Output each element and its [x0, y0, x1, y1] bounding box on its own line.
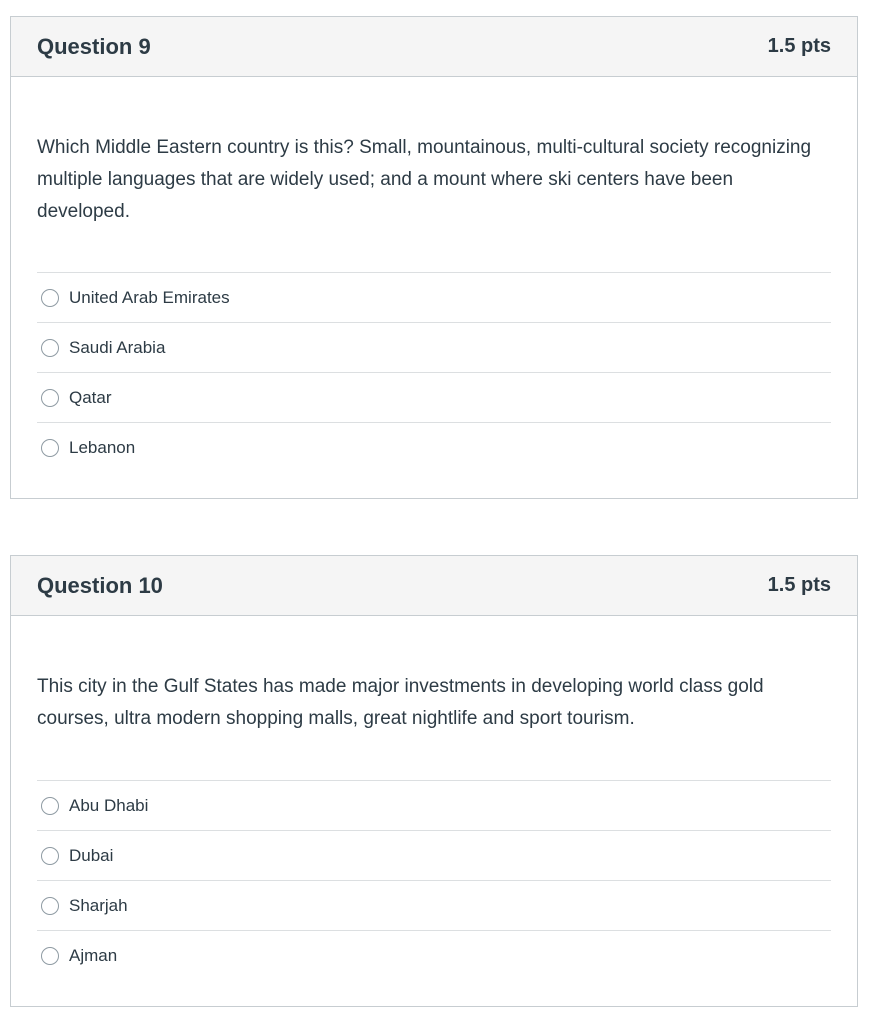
answer-option[interactable]: [37, 931, 831, 980]
question-header: [11, 17, 857, 77]
answer-label[interactable]: Dubai: [69, 845, 114, 865]
answer-option[interactable]: [37, 323, 831, 373]
radio-button[interactable]: [41, 797, 59, 815]
answer-option[interactable]: [37, 781, 831, 831]
answer-option[interactable]: [37, 373, 831, 423]
question-title: Question 10: [37, 572, 163, 598]
radio-button[interactable]: [41, 947, 59, 965]
radio-button[interactable]: [41, 847, 59, 865]
answer-label[interactable]: Sharjah: [69, 895, 128, 915]
question-text: Which Middle Eastern country is this? Small, mountainous, multi-cultural society recognizing multiple languages that are widely used; and a mount where ski centers have been developed.: [37, 137, 812, 222]
radio-button[interactable]: [41, 389, 59, 407]
answer-label[interactable]: Abu Dhabi: [69, 795, 149, 815]
question-title: Question 9: [37, 33, 151, 59]
question-points: 1.5 pts: [767, 35, 831, 57]
question-card-9: [10, 16, 858, 499]
answer-option[interactable]: [37, 881, 831, 931]
answer-label[interactable]: Qatar: [69, 387, 112, 407]
answer-option[interactable]: [37, 831, 831, 881]
question-header: [11, 556, 857, 616]
radio-button[interactable]: [41, 897, 59, 915]
answer-label[interactable]: Saudi Arabia: [69, 337, 166, 357]
answer-label[interactable]: Ajman: [69, 945, 118, 965]
radio-button[interactable]: [41, 439, 59, 457]
question-body: [11, 616, 857, 980]
radio-button[interactable]: [41, 289, 59, 307]
answer-list: [37, 272, 831, 472]
answer-label[interactable]: United Arab Emirates: [69, 287, 230, 307]
question-body: [11, 77, 857, 472]
question-text: This city in the Gulf States has made major investments in developing world class gold courses, ultra modern shopping malls, great nightlife and sport tourism.: [37, 676, 764, 729]
question-card-10: [10, 555, 858, 1007]
answer-option[interactable]: [37, 423, 831, 472]
radio-button[interactable]: [41, 339, 59, 357]
question-points: 1.5 pts: [767, 574, 831, 596]
answer-list: [37, 780, 831, 980]
answer-label[interactable]: Lebanon: [69, 437, 136, 457]
answer-option[interactable]: [37, 273, 831, 323]
